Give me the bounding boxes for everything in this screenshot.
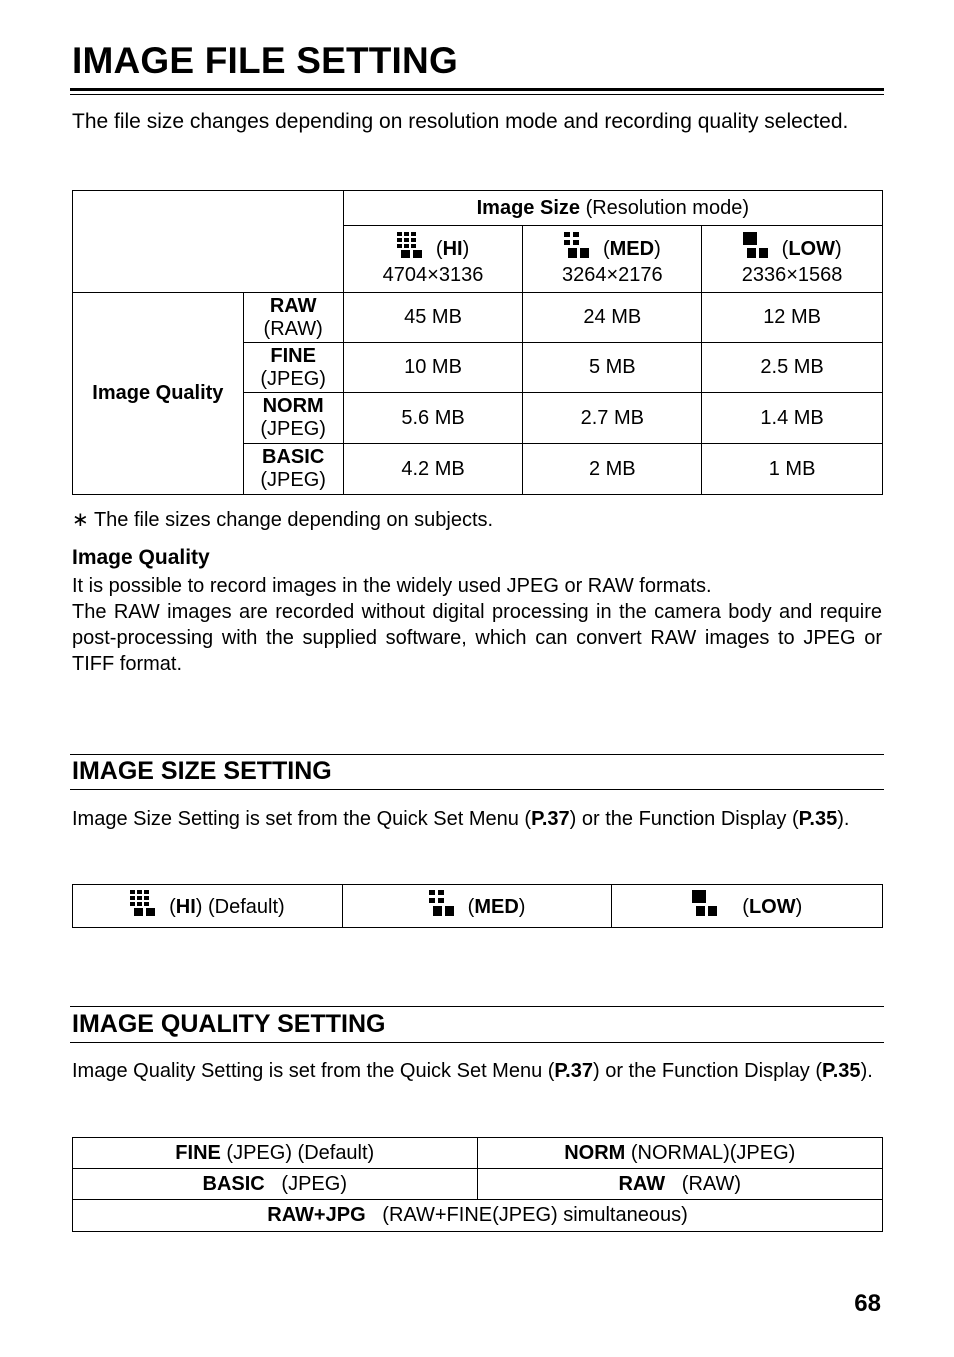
size-cell: 45 MB [343,293,523,343]
page-ref: P.35 [821,1060,861,1082]
resolution-low-header: (LOW) 2336×1568 [702,226,883,293]
quality-cell [243,293,343,343]
size-option-low: (LOW) [612,885,883,928]
quality-cell [243,393,343,444]
file-size-table [72,190,883,495]
quality-name: RAW [269,294,317,317]
size-cell: 1.4 MB [702,393,883,444]
image-quality-line1: It is possible to record images in the widely used JPEG or RAW formats. [72,575,712,597]
size-cell: 2 MB [523,444,702,495]
image-size-suffix: (Resolution mode) [580,196,749,219]
title-rule-thin [70,94,884,95]
quality-format: (JPEG) [260,469,326,491]
size-cell: 2.5 MB [702,343,883,393]
footnote: ∗ The file sizes change depending on subjects. [72,509,494,531]
intro-text: The file size changes depending on resolution mode and recording quality selected. [72,110,849,133]
image-size-setting-heading: IMAGE SIZE SETTING [72,757,332,785]
table-row [73,293,883,343]
section-rule-top [70,754,884,755]
size-option-hi: (HI) (Default) [73,885,343,928]
resolution-med-pixels: 3264×2176 [561,263,663,286]
size-option-med: (MED) [342,885,612,928]
image-size-options-table [72,884,883,928]
med-resolution-icon [429,890,457,922]
image-quality-options-table [72,1137,883,1232]
image-quality-row-label: Image Quality [73,293,244,495]
quality-option-fine: FINE (JPEG) (Default) [73,1138,478,1169]
resolution-med-header: (MED) 3264×2176 [523,226,702,293]
page-ref: P.37 [554,1060,593,1082]
quality-name: BASIC [262,446,325,468]
resolution-hi-header: (HI) 4704×3136 [343,226,523,293]
image-size-label: Image Size [476,196,581,219]
hi-resolution-icon [130,890,158,922]
low-resolution-icon [743,232,771,264]
section-rule-top [70,1006,884,1007]
section-rule-bottom [70,1042,884,1043]
resolution-low-code: LOW [788,237,835,260]
quality-option-rawjpg: RAW+JPG (RAW+FINE(JPEG) simultaneous) [73,1200,883,1232]
quality-format: (RAW) [263,317,323,340]
page-ref: P.37 [531,808,570,830]
resolution-hi-code: HI [442,237,463,260]
hi-resolution-icon [397,232,425,264]
quality-format: (JPEG) [260,418,326,440]
image-size-header [343,191,882,226]
size-cell: 4.2 MB [343,444,523,495]
size-cell: 2.7 MB [523,393,702,444]
image-quality-heading: Image Quality [72,546,210,569]
resolution-hi-pixels: 4704×3136 [382,263,484,286]
quality-option-basic: BASIC (JPEG) [73,1169,478,1200]
page-title: IMAGE FILE SETTING [72,40,458,81]
size-cell: 24 MB [523,293,702,343]
page-ref: P.35 [798,808,838,830]
image-size-setting-text: Image Size Setting is set from the Quick Set Menu (P.37) or the Function Display (P.35). [72,808,850,830]
size-cell: 12 MB [702,293,883,343]
size-cell: 10 MB [343,343,523,393]
quality-format: (JPEG) [260,367,326,390]
quality-name: NORM [262,395,324,417]
image-quality-setting-heading: IMAGE QUALITY SETTING [72,1010,386,1038]
size-cell: 5.6 MB [343,393,523,444]
quality-cell [243,444,343,495]
quality-cell [243,343,343,393]
med-resolution-icon [564,232,592,264]
image-quality-setting-text: Image Quality Setting is set from the Quick Set Menu (P.37) or the Function Display (P.35). [72,1060,873,1082]
image-quality-line2: The RAW images are recorded without digital processing in the camera body and require post-processing with the supplied software, which can convert RAW images to JPEG or TIFF format. [72,601,882,675]
size-cell: 1 MB [702,444,883,495]
page-number: 68 [854,1290,881,1317]
quality-name: FINE [270,344,316,367]
quality-option-norm: NORM (NORMAL)(JPEG) [477,1138,882,1169]
resolution-low-pixels: 2336×1568 [741,263,843,286]
resolution-med-code: MED [609,237,655,260]
size-cell: 5 MB [523,343,702,393]
empty-corner-cell [73,191,344,293]
section-rule-bottom [70,789,884,790]
quality-option-raw: RAW (RAW) [477,1169,882,1200]
title-rule-thick [70,88,884,91]
low-resolution-icon [692,890,720,922]
